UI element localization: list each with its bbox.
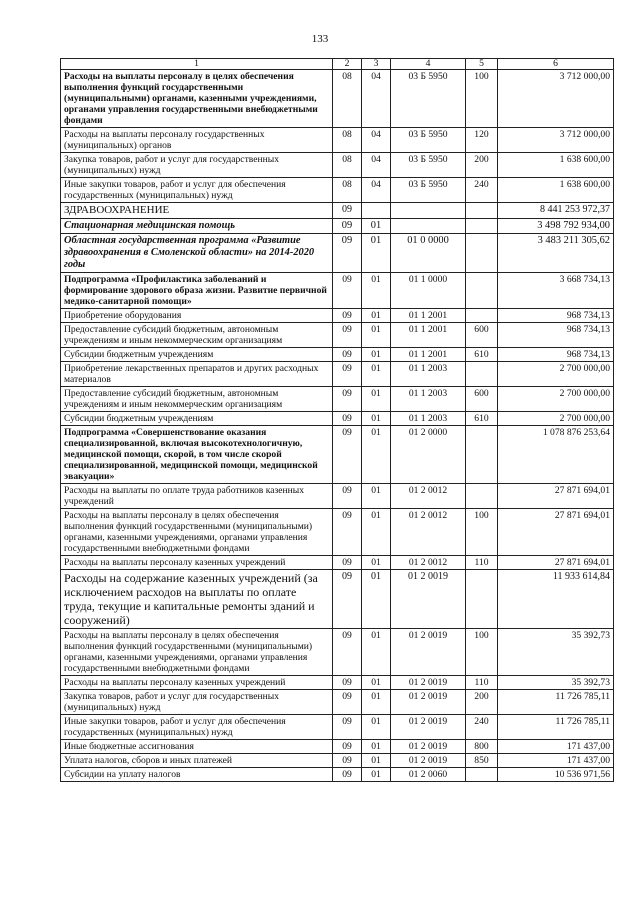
row-expense-type-cell: 600 bbox=[466, 323, 498, 348]
row-target-article-cell: 01 2 0019 bbox=[391, 715, 466, 740]
row-amount-cell: 968 734,13 bbox=[498, 348, 614, 362]
row-amount-cell: 11 726 785,11 bbox=[498, 690, 614, 715]
row-name-cell: Расходы на выплаты персоналу государственных (муниципальных) органов bbox=[61, 128, 333, 153]
budget-table-body bbox=[61, 59, 614, 782]
row-section-cell: 09 bbox=[333, 219, 362, 234]
row-name-cell: Закупка товаров, работ и услуг для государственных (муниципальных) нужд bbox=[61, 153, 333, 178]
row-expense-type-cell bbox=[466, 219, 498, 234]
row-section-cell: 09 bbox=[333, 273, 362, 309]
row-amount-cell: 3 712 000,00 bbox=[498, 128, 614, 153]
row-target-article-cell: 01 2 0019 bbox=[391, 690, 466, 715]
row-expense-type-cell: 110 bbox=[466, 556, 498, 570]
row-amount-cell: 10 536 971,56 bbox=[498, 768, 614, 782]
row-subsection-cell: 01 bbox=[362, 323, 391, 348]
row-section-cell: 08 bbox=[333, 70, 362, 128]
row-amount-cell: 171 437,00 bbox=[498, 754, 614, 768]
row-expense-type-cell: 100 bbox=[466, 509, 498, 556]
row-section-cell: 08 bbox=[333, 178, 362, 203]
row-expense-type-cell bbox=[466, 203, 498, 219]
header-cell-4: 4 bbox=[391, 59, 466, 70]
row-subsection-cell: 04 bbox=[362, 178, 391, 203]
row-subsection-cell: 01 bbox=[362, 570, 391, 629]
row-expense-type-cell: 200 bbox=[466, 153, 498, 178]
row-expense-type-cell: 610 bbox=[466, 412, 498, 426]
row-subsection-cell: 01 bbox=[362, 484, 391, 509]
row-target-article-cell: 01 2 0000 bbox=[391, 426, 466, 484]
row-name-cell: Приобретение лекарственных препаратов и других расходных материалов bbox=[61, 362, 333, 387]
row-subsection-cell: 01 bbox=[362, 362, 391, 387]
row-amount-cell: 2 700 000,00 bbox=[498, 412, 614, 426]
row-section-cell: 09 bbox=[333, 570, 362, 629]
row-name-cell: Расходы на выплаты персоналу казенных учреждений bbox=[61, 556, 333, 570]
row-amount-cell: 2 700 000,00 bbox=[498, 387, 614, 412]
table-row bbox=[61, 484, 614, 509]
row-amount-cell: 27 871 694,01 bbox=[498, 556, 614, 570]
row-name-cell: Областная государственная программа «Развитие здравоохранения в Смоленской области» на 2014-2020 годы bbox=[61, 234, 333, 273]
row-target-article-cell: 01 2 0012 bbox=[391, 556, 466, 570]
row-name-cell: Субсидии бюджетным учреждениям bbox=[61, 412, 333, 426]
row-section-cell: 09 bbox=[333, 556, 362, 570]
row-subsection-cell: 01 bbox=[362, 309, 391, 323]
row-expense-type-cell: 850 bbox=[466, 754, 498, 768]
table-row bbox=[61, 754, 614, 768]
row-section-cell: 09 bbox=[333, 740, 362, 754]
row-expense-type-cell: 240 bbox=[466, 178, 498, 203]
row-section-cell: 09 bbox=[333, 629, 362, 676]
row-amount-cell: 3 668 734,13 bbox=[498, 273, 614, 309]
row-subsection-cell: 01 bbox=[362, 348, 391, 362]
row-target-article-cell: 01 2 0060 bbox=[391, 768, 466, 782]
row-subsection-cell: 01 bbox=[362, 556, 391, 570]
row-subsection-cell: 01 bbox=[362, 754, 391, 768]
row-amount-cell: 27 871 694,01 bbox=[498, 484, 614, 509]
table-row bbox=[61, 426, 614, 484]
table-row bbox=[61, 768, 614, 782]
row-subsection-cell: 04 bbox=[362, 153, 391, 178]
row-expense-type-cell: 200 bbox=[466, 690, 498, 715]
table-row bbox=[61, 234, 614, 273]
table-row bbox=[61, 676, 614, 690]
row-section-cell: 09 bbox=[333, 362, 362, 387]
table-row bbox=[61, 153, 614, 178]
row-expense-type-cell bbox=[466, 234, 498, 273]
row-name-cell: Расходы на выплаты персоналу в целях обеспечения выполнения функций государственными (муниципальными) органами, казенными учреждениями, органами управления государственными внебюджетными фондами bbox=[61, 629, 333, 676]
row-section-cell: 09 bbox=[333, 348, 362, 362]
row-subsection-cell: 01 bbox=[362, 509, 391, 556]
table-row bbox=[61, 570, 614, 629]
row-expense-type-cell: 800 bbox=[466, 740, 498, 754]
row-expense-type-cell bbox=[466, 362, 498, 387]
row-amount-cell: 35 392,73 bbox=[498, 629, 614, 676]
row-target-article-cell: 03 Б 5950 bbox=[391, 153, 466, 178]
row-target-article-cell: 03 Б 5950 bbox=[391, 178, 466, 203]
row-section-cell: 09 bbox=[333, 509, 362, 556]
table-row bbox=[61, 362, 614, 387]
row-target-article-cell: 03 Б 5950 bbox=[391, 128, 466, 153]
row-section-cell: 09 bbox=[333, 676, 362, 690]
budget-table bbox=[60, 58, 614, 782]
row-name-cell: Подпрограмма «Профилактика заболеваний и формирование здорового образа жизни. Развитие первичной медико-санитарной помощи» bbox=[61, 273, 333, 309]
row-section-cell: 09 bbox=[333, 715, 362, 740]
row-section-cell: 08 bbox=[333, 153, 362, 178]
row-section-cell: 09 bbox=[333, 309, 362, 323]
row-target-article-cell: 01 2 0019 bbox=[391, 740, 466, 754]
header-cell-5: 5 bbox=[466, 59, 498, 70]
table-row bbox=[61, 309, 614, 323]
row-amount-cell: 27 871 694,01 bbox=[498, 509, 614, 556]
row-target-article-cell: 01 2 0019 bbox=[391, 629, 466, 676]
row-name-cell: Закупка товаров, работ и услуг для государственных (муниципальных) нужд bbox=[61, 690, 333, 715]
row-amount-cell: 3 483 211 305,62 bbox=[498, 234, 614, 273]
row-subsection-cell: 01 bbox=[362, 768, 391, 782]
header-cell-3: 3 bbox=[362, 59, 391, 70]
row-expense-type-cell: 110 bbox=[466, 676, 498, 690]
row-target-article-cell: 01 1 0000 bbox=[391, 273, 466, 309]
row-amount-cell: 1 638 600,00 bbox=[498, 178, 614, 203]
table-row bbox=[61, 412, 614, 426]
table-row bbox=[61, 203, 614, 219]
row-name-cell: Расходы на содержание казенных учреждений (за исключением расходов на выплаты по оплате труда, текущие и капитальные ремонты зданий и сооружений) bbox=[61, 570, 333, 629]
row-target-article-cell: 01 1 2003 bbox=[391, 362, 466, 387]
row-section-cell: 09 bbox=[333, 203, 362, 219]
row-section-cell: 09 bbox=[333, 426, 362, 484]
row-subsection-cell bbox=[362, 203, 391, 219]
row-section-cell: 08 bbox=[333, 128, 362, 153]
row-section-cell: 09 bbox=[333, 754, 362, 768]
row-subsection-cell: 04 bbox=[362, 70, 391, 128]
row-name-cell: Расходы на выплаты персоналу в целях обеспечения выполнения функций государственными (муниципальными) органами, казенными учреждениями, органами управления государственными внебюджетными фондами bbox=[61, 70, 333, 128]
row-expense-type-cell bbox=[466, 273, 498, 309]
row-name-cell: Приобретение оборудования bbox=[61, 309, 333, 323]
row-amount-cell: 35 392,73 bbox=[498, 676, 614, 690]
table-row bbox=[61, 715, 614, 740]
row-section-cell: 09 bbox=[333, 690, 362, 715]
row-target-article-cell: 01 1 2001 bbox=[391, 348, 466, 362]
row-subsection-cell: 01 bbox=[362, 740, 391, 754]
row-subsection-cell: 01 bbox=[362, 234, 391, 273]
table-row bbox=[61, 219, 614, 234]
row-target-article-cell: 01 2 0019 bbox=[391, 570, 466, 629]
row-section-cell: 09 bbox=[333, 234, 362, 273]
row-target-article-cell: 01 2 0019 bbox=[391, 754, 466, 768]
table-row bbox=[61, 740, 614, 754]
row-subsection-cell: 01 bbox=[362, 426, 391, 484]
table-row bbox=[61, 509, 614, 556]
row-name-cell: Иные закупки товаров, работ и услуг для обеспечения государственных (муниципальных) нужд bbox=[61, 178, 333, 203]
row-subsection-cell: 01 bbox=[362, 690, 391, 715]
row-section-cell: 09 bbox=[333, 412, 362, 426]
row-target-article-cell: 01 0 0000 bbox=[391, 234, 466, 273]
row-target-article-cell: 03 Б 5950 bbox=[391, 70, 466, 128]
row-amount-cell: 3 712 000,00 bbox=[498, 70, 614, 128]
row-expense-type-cell: 240 bbox=[466, 715, 498, 740]
row-section-cell: 09 bbox=[333, 387, 362, 412]
row-amount-cell: 1 078 876 253,64 bbox=[498, 426, 614, 484]
header-cell-2: 2 bbox=[333, 59, 362, 70]
row-amount-cell: 11 726 785,11 bbox=[498, 715, 614, 740]
row-amount-cell: 11 933 614,84 bbox=[498, 570, 614, 629]
row-expense-type-cell bbox=[466, 484, 498, 509]
row-name-cell: Расходы на выплаты персоналу в целях обеспечения выполнения функций государственными (муниципальными) органами, казенными учреждениями, органами управления государственными внебюджетными фондами bbox=[61, 509, 333, 556]
row-expense-type-cell bbox=[466, 309, 498, 323]
table-row bbox=[61, 70, 614, 128]
row-amount-cell: 171 437,00 bbox=[498, 740, 614, 754]
row-target-article-cell: 01 2 0012 bbox=[391, 509, 466, 556]
row-subsection-cell: 01 bbox=[362, 715, 391, 740]
row-expense-type-cell: 120 bbox=[466, 128, 498, 153]
row-target-article-cell: 01 1 2003 bbox=[391, 387, 466, 412]
header-cell-6: 6 bbox=[498, 59, 614, 70]
table-row bbox=[61, 323, 614, 348]
row-name-cell: Предоставление субсидий бюджетным, автономным учреждениям и иным некоммерческим организациям bbox=[61, 323, 333, 348]
row-name-cell: Стационарная медицинская помощь bbox=[61, 219, 333, 234]
row-subsection-cell: 04 bbox=[362, 128, 391, 153]
table-header-row bbox=[61, 59, 614, 70]
row-expense-type-cell bbox=[466, 570, 498, 629]
row-expense-type-cell: 610 bbox=[466, 348, 498, 362]
row-name-cell: Иные бюджетные ассигнования bbox=[61, 740, 333, 754]
table-row bbox=[61, 273, 614, 309]
row-name-cell: ЗДРАВООХРАНЕНИЕ bbox=[61, 203, 333, 219]
row-amount-cell: 1 638 600,00 bbox=[498, 153, 614, 178]
row-subsection-cell: 01 bbox=[362, 387, 391, 412]
row-target-article-cell bbox=[391, 203, 466, 219]
row-section-cell: 09 bbox=[333, 323, 362, 348]
row-target-article-cell bbox=[391, 219, 466, 234]
row-expense-type-cell: 100 bbox=[466, 629, 498, 676]
table-row bbox=[61, 348, 614, 362]
table-row bbox=[61, 629, 614, 676]
row-expense-type-cell bbox=[466, 768, 498, 782]
row-expense-type-cell bbox=[466, 426, 498, 484]
row-subsection-cell: 01 bbox=[362, 219, 391, 234]
row-amount-cell: 2 700 000,00 bbox=[498, 362, 614, 387]
row-amount-cell: 3 498 792 934,00 bbox=[498, 219, 614, 234]
page-number: 133 bbox=[311, 33, 329, 45]
row-amount-cell: 968 734,13 bbox=[498, 309, 614, 323]
row-subsection-cell: 01 bbox=[362, 273, 391, 309]
row-section-cell: 09 bbox=[333, 768, 362, 782]
row-expense-type-cell: 100 bbox=[466, 70, 498, 128]
row-name-cell: Уплата налогов, сборов и иных платежей bbox=[61, 754, 333, 768]
row-name-cell: Подпрограмма «Совершенствование оказания специализированной, включая высокотехнологичную, медицинской помощи, скорой, в том числе скорой специализированной, медицинской помощи, медицинской эвакуации» bbox=[61, 426, 333, 484]
row-subsection-cell: 01 bbox=[362, 676, 391, 690]
table-row bbox=[61, 387, 614, 412]
row-subsection-cell: 01 bbox=[362, 412, 391, 426]
row-name-cell: Субсидии бюджетным учреждениям bbox=[61, 348, 333, 362]
row-target-article-cell: 01 1 2003 bbox=[391, 412, 466, 426]
row-name-cell: Расходы на выплаты по оплате труда работников казенных учреждений bbox=[61, 484, 333, 509]
row-target-article-cell: 01 1 2001 bbox=[391, 323, 466, 348]
row-name-cell: Расходы на выплаты персоналу казенных учреждений bbox=[61, 676, 333, 690]
row-target-article-cell: 01 2 0012 bbox=[391, 484, 466, 509]
row-amount-cell: 8 441 253 972,37 bbox=[498, 203, 614, 219]
row-section-cell: 09 bbox=[333, 484, 362, 509]
row-expense-type-cell: 600 bbox=[466, 387, 498, 412]
row-subsection-cell: 01 bbox=[362, 629, 391, 676]
table-row bbox=[61, 690, 614, 715]
table-row bbox=[61, 178, 614, 203]
table-row bbox=[61, 556, 614, 570]
row-name-cell: Иные закупки товаров, работ и услуг для обеспечения государственных (муниципальных) нужд bbox=[61, 715, 333, 740]
header-cell-1: 1 bbox=[61, 59, 333, 70]
row-target-article-cell: 01 2 0019 bbox=[391, 676, 466, 690]
row-amount-cell: 968 734,13 bbox=[498, 323, 614, 348]
table-row bbox=[61, 128, 614, 153]
row-name-cell: Субсидии на уплату налогов bbox=[61, 768, 333, 782]
row-name-cell: Предоставление субсидий бюджетным, автономным учреждениям и иным некоммерческим организациям bbox=[61, 387, 333, 412]
row-target-article-cell: 01 1 2001 bbox=[391, 309, 466, 323]
